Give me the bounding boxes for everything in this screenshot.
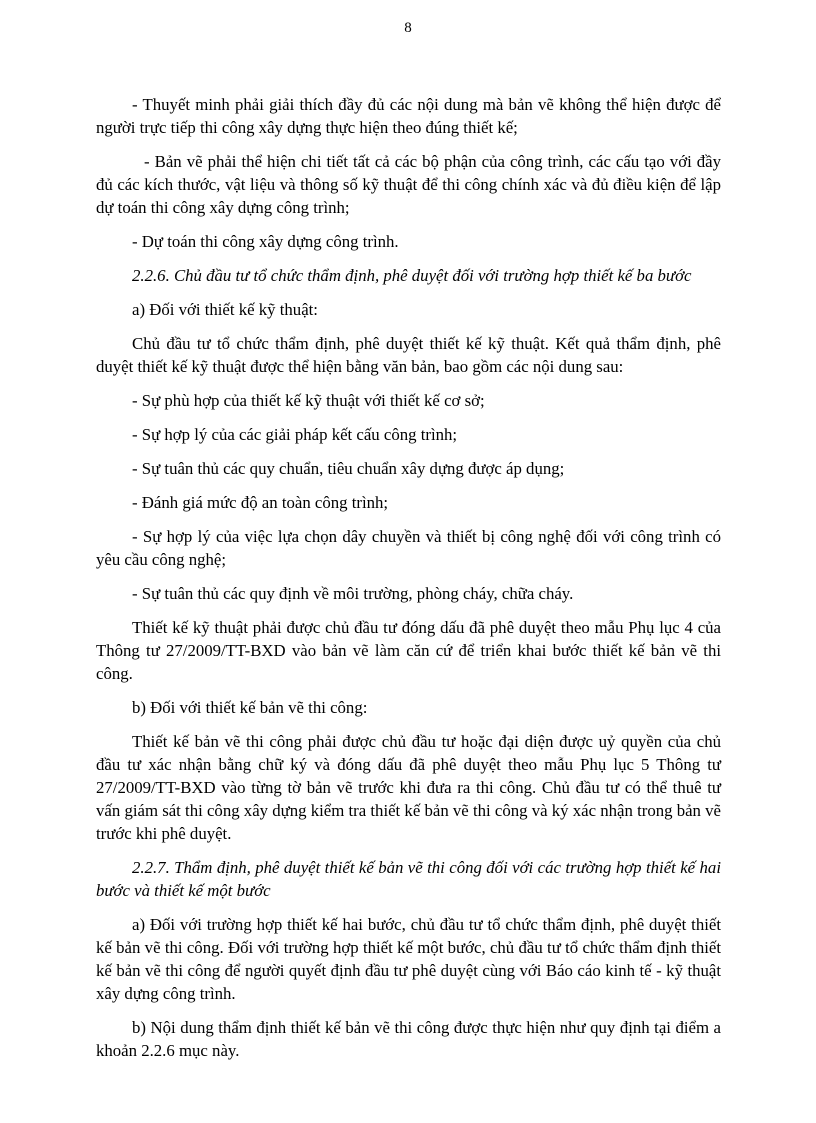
paragraph: - Sự phù hợp của thiết kế kỹ thuật với thiết kế cơ sở; [132,391,485,410]
paragraph: - Đánh giá mức độ an toàn công trình; [132,493,389,512]
paragraph: a) Đối với thiết kế kỹ thuật: [132,300,318,319]
paragraph: Thiết kế kỹ thuật phải được chủ đầu tư đóng dấu đã phê duyệt theo mẫu Phụ lục 4 của Thông tư 27/2009/TT-BXD vào bản vẽ làm căn cứ để triển khai bước thiết kế bản vẽ thi công. [96,618,721,683]
paragraph: a) Đối với trường hợp thiết kế hai bước, chủ đầu tư tổ chức thẩm định, phê duyệt thiết kế bản vẽ thi công. Đối với trường hợp thiết kế một bước, chủ đầu tư tổ chức thẩm định thiết kế bản vẽ thi công để người quyết định đầu tư phê duyệt cùng với Báo cáo kinh tế - kỹ thuật xây dựng công trình. [96,915,721,1003]
paragraph: - Sự hợp lý của việc lựa chọn dây chuyền và thiết bị công nghệ đối với công trình có yêu cầu công nghệ; [96,527,721,569]
paragraph: - Bản vẽ phải thể hiện chi tiết tất cả các bộ phận của công trình, các cấu tạo với đầy đủ các kích thước, vật liệu và thông số kỹ thuật để thi công chính xác và đủ điều kiện để lập dự toán thi công xây dựng công trình; [96,152,721,217]
page-body [96,93,721,1073]
paragraph: - Sự tuân thủ các quy chuẩn, tiêu chuẩn xây dựng được áp dụng; [132,459,565,478]
paragraph: b) Đối với thiết kế bản vẽ thi công: [132,698,368,717]
paragraph: b) Nội dung thẩm định thiết kế bản vẽ thi công được thực hiện như quy định tại điểm a khoản 2.2.6 mục này. [96,1018,721,1060]
section-heading-2-2-7: 2.2.7. Thẩm định, phê duyệt thiết kế bản vẽ thi công đối với các trường hợp thiết kế hai bước và thiết kế một bước [96,858,721,900]
paragraph: Chủ đầu tư tổ chức thẩm định, phê duyệt thiết kế kỹ thuật. Kết quả thẩm định, phê duyệt thiết kế kỹ thuật được thể hiện bằng văn bản, bao gồm các nội dung sau: [96,334,721,376]
paragraph: - Sự tuân thủ các quy định về môi trường, phòng cháy, chữa cháy. [132,584,574,603]
paragraph: Thiết kế bản vẽ thi công phải được chủ đầu tư hoặc đại diện được uỷ quyền của chủ đầu tư xác nhận bằng chữ ký và đóng dấu đã phê duyệt theo mẫu Phụ lục 5 Thông tư 27/2009/TT-BXD vào từng tờ bản vẽ trước khi đưa ra thi công. Chủ đầu tư có thể thuê tư vấn giám sát thi công xây dựng kiểm tra thiết kế bản vẽ thi công và ký xác nhận trong bản vẽ trước khi phê duyệt. [96,732,721,843]
paragraph: - Sự hợp lý của các giải pháp kết cấu công trình; [132,425,458,444]
paragraph: - Thuyết minh phải giải thích đầy đủ các nội dung mà bản vẽ không thể hiện được để người trực tiếp thi công xây dựng thực hiện theo đúng thiết kế; [96,95,721,137]
page-number: 8 [404,20,412,36]
section-heading-2-2-6: 2.2.6. Chủ đầu tư tổ chức thẩm định, phê duyệt đối với trường hợp thiết kế ba bước [132,266,692,285]
paragraph: - Dự toán thi công xây dựng công trình. [132,232,399,251]
